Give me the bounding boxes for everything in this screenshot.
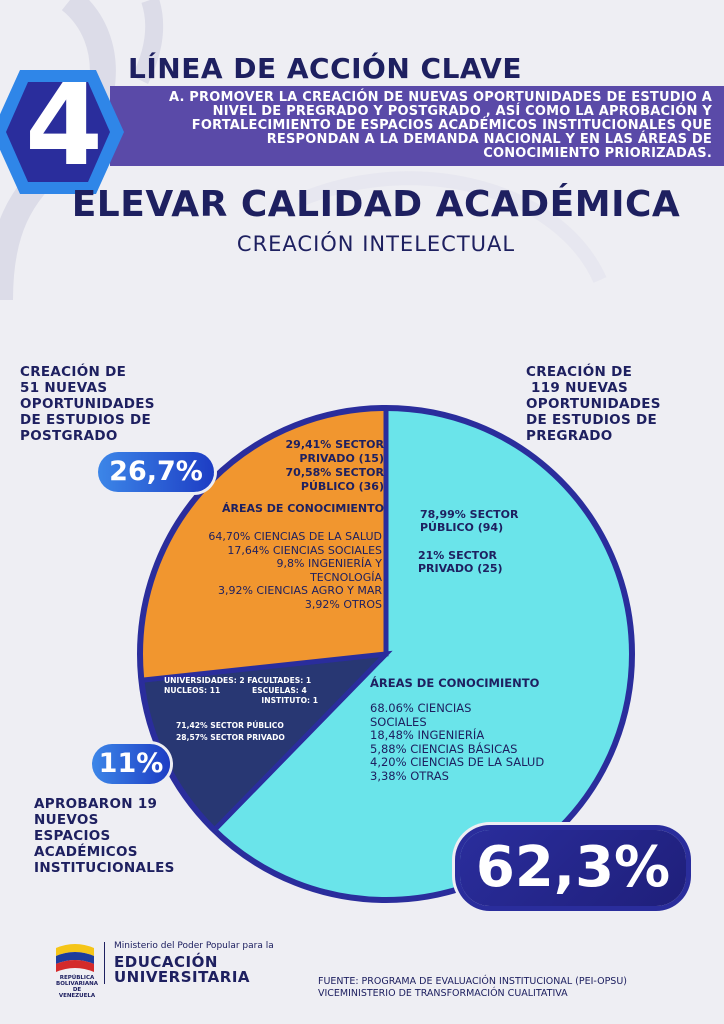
logo-caption: REPÚBLICA BOLIVARIANA DE VENEZUELA: [56, 975, 98, 999]
pregrado-percent-badge: 62,3%: [460, 830, 686, 906]
pregrado-sector-privado: 21% SECTOR PRIVADO (25): [418, 549, 503, 575]
pregrado-areas-title: ÁREAS DE CONOCIMIENTO: [370, 676, 540, 690]
key-number: 4: [25, 61, 103, 191]
subtitle: CREACIÓN INTELECTUAL: [236, 232, 516, 256]
espacios-side-label: APROBARON 19 NUEVOS ESPACIOS ACADÉMICOS INSTITUCIONALES: [34, 796, 175, 876]
espacios-sector-text: 71,42% SECTOR PÚBLICO 28,57% SECTOR PRIVADO: [176, 721, 285, 742]
logo-divider: [104, 942, 105, 984]
pregrado-areas-list: 68.06% CIENCIAS SOCIALES 18,48% INGENIERÍA 5,88% CIENCIAS BÁSICAS 4,20% CIENCIAS DE LA SALUD 3,38% OTRAS: [370, 701, 545, 783]
ministry-text: Ministerio del Poder Popular para la: [114, 941, 274, 951]
postgrado-percent-badge: 26,7%: [98, 452, 214, 492]
pregrado-sector-publico: 78,99% SECTOR PÚBLICO (94): [420, 508, 519, 534]
header-title: LÍNEA DE ACCIÓN CLAVE: [128, 52, 522, 85]
espacios-percent-badge: 11%: [92, 744, 170, 784]
pregrado-side-label: CREACIÓN DE 119 NUEVAS OPORTUNIDADES DE ESTUDIOS DE PREGRADO: [526, 364, 661, 444]
postgrado-areas-title: ÁREAS DE CONOCIMIENTO: [222, 502, 384, 515]
main-title: ELEVAR CALIDAD ACADÉMICA: [71, 184, 681, 225]
postgrado-areas-list: 64,70% CIENCIAS DE LA SALUD 17,64% CIENCIAS SOCIALES 9,8% INGENIERÍA Y TECNOLOGÍA 3,92% CIENCIAS AGRO Y MAR 3,92% OTROS: [208, 530, 382, 611]
source-text: FUENTE: PROGRAMA DE EVALUACIÓN INSTITUCIONAL (PEI-OPSU) VICEMINISTERIO DE TRANSFORMACIÓN CUALITATIVA: [318, 976, 627, 999]
education-text: EDUCACIÓN: [114, 953, 218, 971]
espacios-counts: UNIVERSIDADES: 2 FACULTADES: 1 NUCLEOS: 11 ESCUELAS: 4 INSTITUTO: 1: [164, 676, 318, 705]
header-description: A. PROMOVER LA CREACIÓN DE NUEVAS OPORTUNIDADES DE ESTUDIO A NIVEL DE PREGRADO Y POSTGRADO , ASÍ COMO LA APROBACIÓN Y FORTALECIMIENTO DE ESPACIOS ACADÉMICOS INSTITUCIONALES QUE RESPONDAN A LA DEMANDA NACIONAL Y EN LAS ÁREAS DE CONOCIMIENTO PRIORIZADAS.: [168, 90, 712, 161]
university-text: UNIVERSITARIA: [114, 968, 251, 986]
postgrado-side-label: CREACIÓN DE 51 NUEVAS OPORTUNIDADES DE ESTUDIOS DE POSTGRADO: [20, 364, 155, 444]
postgrado-sector-text: 29,41% SECTOR PRIVADO (15) 70,58% SECTOR PÚBLICO (36): [285, 438, 384, 493]
